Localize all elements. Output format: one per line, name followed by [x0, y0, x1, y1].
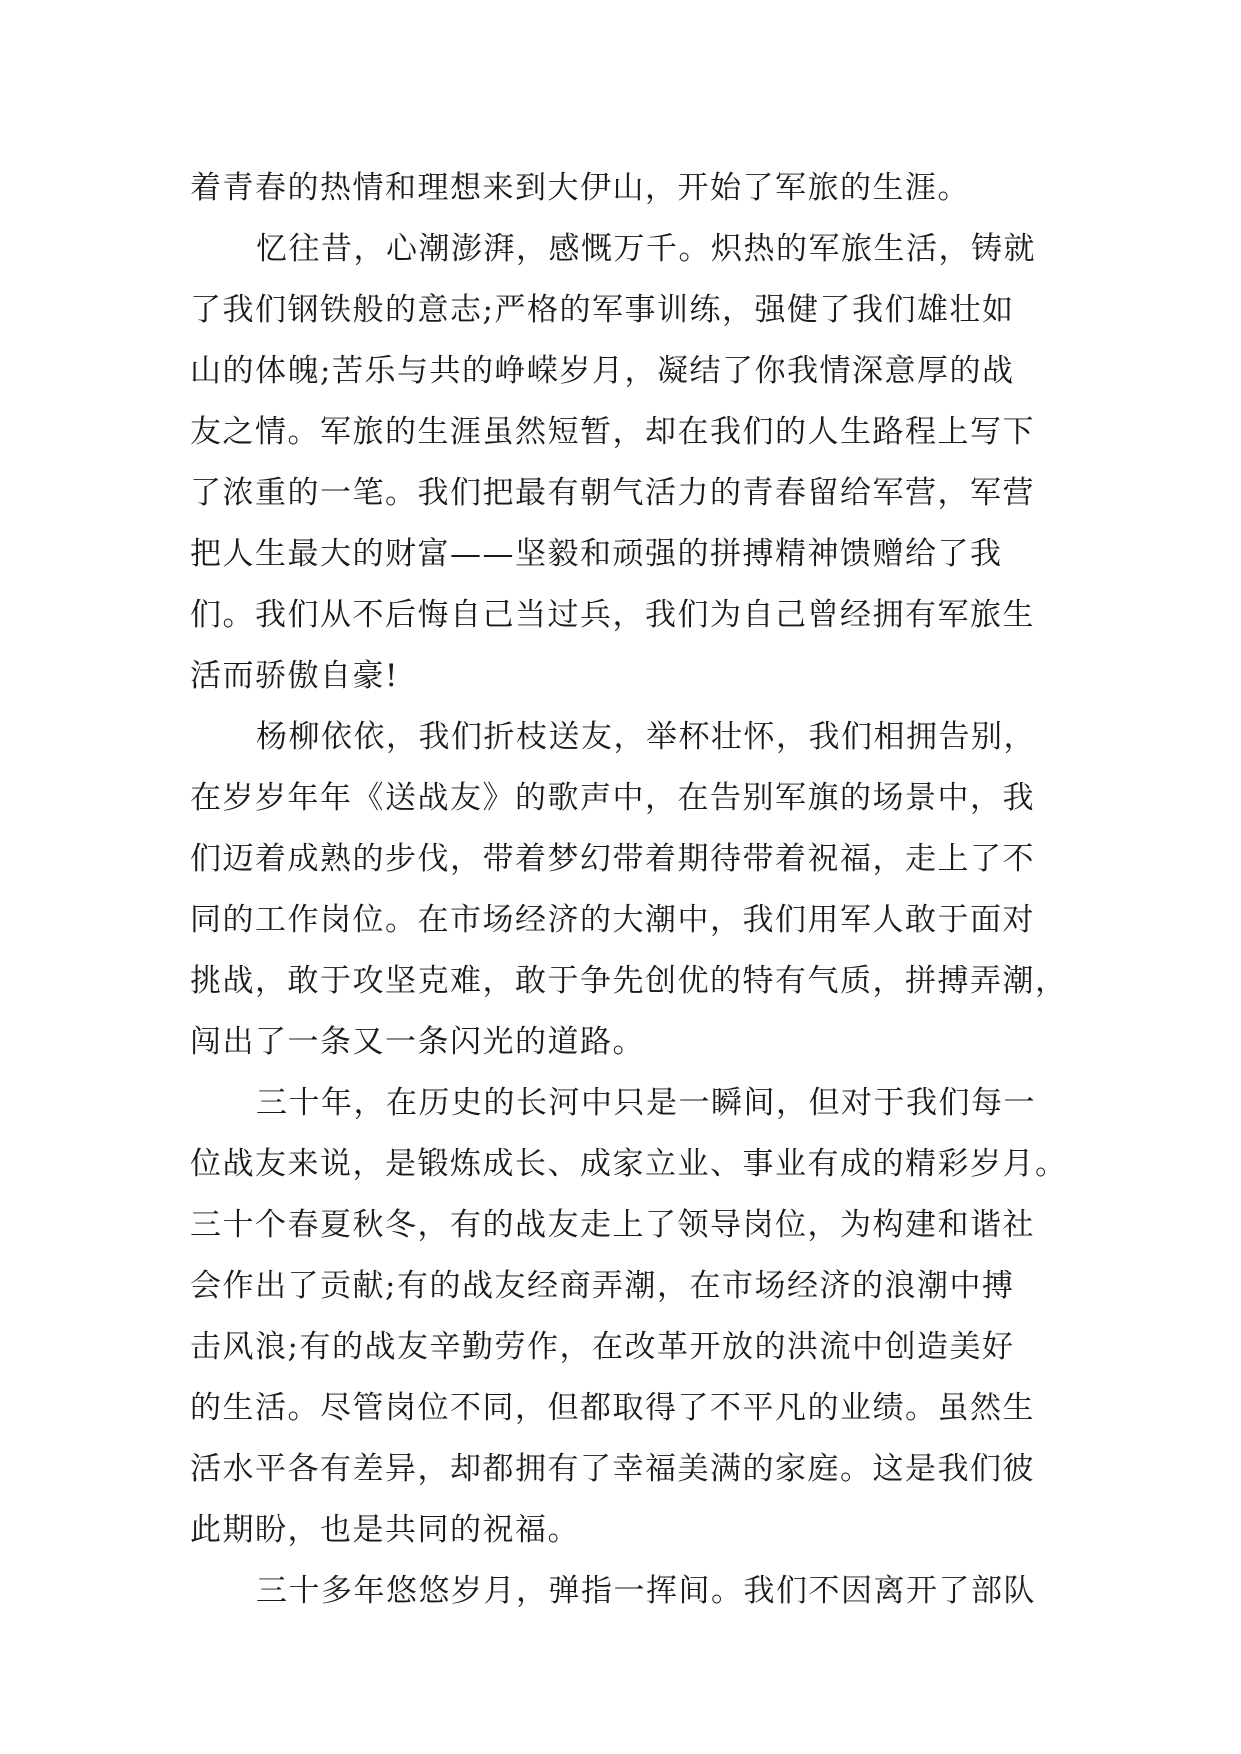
- body-text: [190, 158, 1090, 1622]
- text-line: 位战友来说，是锻炼成长、成家立业、事业有成的精彩岁月。: [190, 1146, 1068, 1182]
- text-line: 在岁岁年年《送战友》的歌声中，在告别军旗的场景中，我: [190, 780, 1035, 816]
- text-line: 击风浪;有的战友辛勤劳作，在改革开放的洪流中创造美好: [190, 1329, 1015, 1365]
- text-line: 了浓重的一笔。我们把最有朝气活力的青春留给军营，军营: [190, 475, 1035, 511]
- text-line: 们迈着成熟的步伐，带着梦幻带着期待带着祝福，走上了不: [190, 841, 1035, 877]
- text-line: 此期盼，也是共同的祝福。: [190, 1512, 580, 1548]
- paragraph-first-line: 杨柳依依，我们折枝送友，举杯壮怀，我们相拥告别，: [256, 719, 1036, 755]
- text-line: 着青春的热情和理想来到大伊山，开始了军旅的生涯。: [190, 170, 970, 206]
- text-line: 们。我们从不后悔自己当过兵，我们为自己曾经拥有军旅生: [190, 597, 1035, 633]
- text-line: 的生活。尽管岗位不同，但都取得了不平凡的业绩。虽然生: [190, 1390, 1035, 1426]
- text-line: 同的工作岗位。在市场经济的大潮中，我们用军人敢于面对: [190, 902, 1035, 938]
- text-line: 闯出了一条又一条闪光的道路。: [190, 1024, 645, 1060]
- text-line: 山的体魄;苦乐与共的峥嵘岁月，凝结了你我情深意厚的战: [190, 353, 1015, 389]
- text-line: 会作出了贡献;有的战友经商弄潮，在市场经济的浪潮中搏: [190, 1268, 1015, 1304]
- text-line: 友之情。军旅的生涯虽然短暂，却在我们的人生路程上写下: [190, 414, 1035, 450]
- paragraph-first-line: 忆往昔，心潮澎湃，感慨万千。炽热的军旅生活，铸就: [256, 231, 1036, 267]
- text-line: 活而骄傲自豪!: [190, 658, 399, 694]
- text-line: 挑战，敢于攻坚克难，敢于争先创优的特有气质，拼搏弄潮，: [190, 963, 1068, 999]
- paragraph-first-line: 三十多年悠悠岁月，弹指一挥间。我们不因离开了部队: [256, 1573, 1036, 1609]
- text-line: 活水平各有差异，却都拥有了幸福美满的家庭。这是我们彼: [190, 1451, 1035, 1487]
- text-line: 了我们钢铁般的意志;严格的军事训练，强健了我们雄壮如: [190, 292, 1015, 328]
- text-line: 把人生最大的财富——坚毅和顽强的拼搏精神馈赠给了我: [190, 536, 1003, 572]
- text-line: 三十个春夏秋冬，有的战友走上了领导岗位，为构建和谐社: [190, 1207, 1035, 1243]
- paragraph-first-line: 三十年，在历史的长河中只是一瞬间，但对于我们每一: [256, 1085, 1036, 1121]
